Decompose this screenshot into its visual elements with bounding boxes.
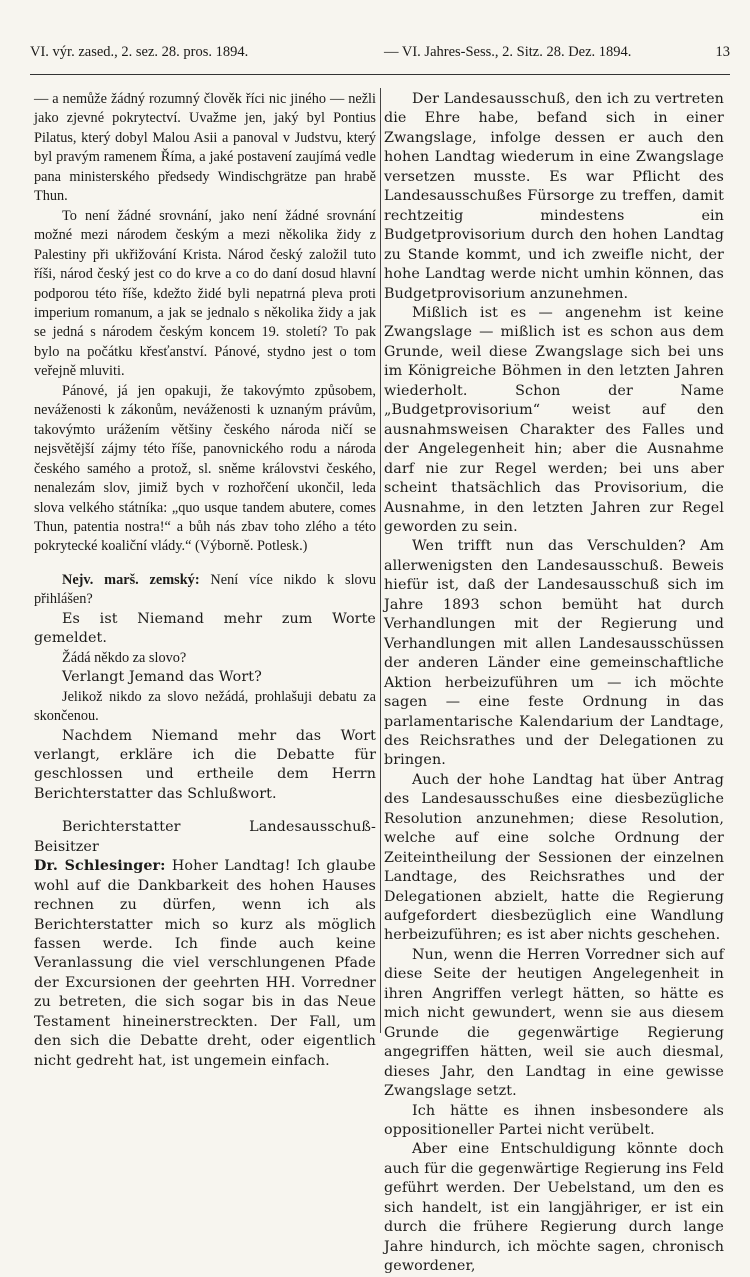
speaker-name: Nejv. marš. zemský: [62, 571, 200, 588]
paragraph: Der Landesausschuß, den ich zu vertreten die Ehre habe, befand sich in einer Zwangslage, infolge dessen er auch den hohen Landtag wiederum in eine Zwangslage versetzen musste. Es war Pflicht des Landesausschußes Fürsorge zu treffen, damit rechtzeitig mindestens ein Budgetprovisorium durch den hohen Landtag zu Stande kommt, und ich zweifle nicht, der hohe Landtag werde nicht umhin können, das Budgetprovisorium anzunehmen. [384, 91, 724, 302]
header-german [384, 44, 631, 61]
header-rule [30, 74, 730, 75]
speaker-name: Dr. Schlesinger: [34, 858, 166, 875]
paragraph [34, 857, 376, 1071]
header-czech: VI. výr. zased., 2. sez. 28. pros. 1894. [30, 44, 249, 60]
paragraph: Es ist Niemand mehr zum Worte gemeldet. [34, 610, 376, 647]
paragraph: Nachdem Niemand mehr das Wort verlangt, erkläre ich die Debatte für geschlossen und ertheile dem Herrn Berichterstatter das Schlußwort. [34, 727, 376, 802]
paragraph: To není žádné srovnání, jako není žádné srovnání možné mezi národem českým a mezi několika židy z Palestiny při ukřižování Krista. Národ český založil tuto říši, národ český jest co do krve a co do daní dosud hlavní podporou této říše, kdežto židé byli nepatrná pleva proti imperium romanum, a jak se jednalo s několika židy a jak se jedná s národem českým koncem 19. století? To pak bylo na počátku křesťanství. Pánové, stydno jest o tom veřejně mluviti. [34, 207, 376, 380]
paragraph: Berichterstatter Landesausschuß-Beisitzer [34, 819, 376, 855]
column-divider [380, 88, 381, 1033]
page-number: 13 [715, 44, 730, 60]
paragraph [34, 571, 376, 610]
paragraph: Mißlich ist es — angenehm ist keine Zwangslage — mißlich ist es schon aus dem Grunde, weil diese Zwangslage sich bei uns im Königreiche Böhmen in den letzten Jahren wiederholt. Schon der Name „Budgetprovisorium“ weist auf den ausnahmsweisen Charakter des Falles und der Angelegenheit hin; aber die Ausnahme darf nie zur Regel werden; bei uns aber scheint thatsächlich das Provisorium, die Ausnahme, in den letzten Jahren zur Regel geworden zu sein. [384, 304, 724, 535]
paragraph: Ich hätte es ihnen insbesondere als oppositioneller Partei nicht verübelt. [384, 1102, 724, 1139]
paragraph: Pánové, já jen opakuji, že takovýmto způsobem, neváženosti k zákonům, neváženosti k uznaným právům, takovýmto urážením většiny českého národa ničí se nejsvětější zájmy této říše, panovnického rodu a národa českého samého a protož, sl. sněme královstvi českého, nenalezám slov, jimiž bych v rozhořčení ukončil, leda slova velkého státníka: „quo usque tandem abutere, comes Thun, patentia nostra!“ a bůh nás zbav toho zlého a této pokrytecké koaliční vlády.“ (Výborně. Potlesk.) [34, 382, 376, 555]
header-german-text: VI. Jahres-Sess., 2. Sitz. 28. Dez. 1894. [401, 44, 632, 60]
german-column [384, 90, 724, 1277]
paragraph: Aber eine Entschuldigung könnte doch auch für die gegenwärtige Regierung ins Feld geführt werden. Der Uebelstand, um den es sich handelt, ist ein langjähriger, er ist ein durch die frühere Regierung durch lange Jahre hindurch, ich möchte sagen, chronisch gewordener, [384, 1141, 724, 1275]
paragraph: Wen trifft nun das Verschulden? Am allerwenigsten den Landesausschuß. Beweis hiefür ist, daß der Landesausschuß sich im Jahre 1893 schon bemüht hat durch Verhandlungen mit der Regierung und Verhandlungen mit allen Landesausschüssen der anderen Länder eine gemeinschaftliche Aktion herbeizuführen um — ich möchte sagen — eine feste Ordnung in das parlamentarische Kalendarium der Landtage, des Reichsrathes und der Delegationen zu bringen. [384, 538, 724, 769]
paragraph: Auch der hohe Landtag hat über Antrag des Landesausschußes eine diesbezügliche Resolution anzunehmen; diese Resolution, welche auf eine solche Ordnung der Zeiteintheilung der Sessionen der einzelnen Landtage, des Reichsrathes und der Delegationen abzielt, hatte die Regierung aufgefordert diesbezüglich eine Wandlung herbeizuführen; es ist aber nichts geschehen. [384, 771, 724, 944]
paragraph: Žádá někdo za slovo? [62, 649, 187, 666]
paragraph: Nun, wenn die Herren Vorredner sich auf diese Seite der heutigen Angelegenheit in ihren Angriffen verlegt hätten, so hätte es mich nicht gewundert, wenn sie aus diesem Grunde die gegenwärtige Regierung angegriffen hätten, weil sie auch diesmal, dieses Jahr, den Landtag in eine gewisse Zwangslage setzt. [384, 946, 724, 1100]
header-divider: — [384, 44, 399, 60]
paragraph: — a nemůže žádný rozumný člověk říci nic jiného — nežli jako zjevné pokrytectví. Uvažme jen, jaký byl Pontius Pilatus, který dobyl Malou Asii a panoval v Judstvu, který byl pravým ramenem Říma, a jaké postavení zaujímá vedle pana ministerského předsedy Windischgrätze pan hrabě Thun. [34, 91, 376, 205]
paragraph: Verlangt Jemand das Wort? [62, 669, 262, 686]
speech-text: Není více nikdo k slovu přihlášen? [34, 571, 376, 608]
czech-column [34, 90, 376, 1071]
paragraph: Jelikož nikdo za slovo nežádá, prohlašuji debatu za skončenou. [34, 688, 376, 725]
speech-text: Hoher Landtag! Ich glaube wohl auf die Dankbarkeit des hohen Hauses rechnen zu dürfen, wenn ich als Berichterstatter mich so kurz als möglich fassen werde. Ich finde auch keine Veranlassung die viel verschlungenen Pfade der Excursionen der geehrten HH. Vorredner zu betreten, die sich sogar bis in das Neue Testament hineinerstreckten. Der Fall, um den sich die Debatte dreht, oder eigentlich nicht gedreht hat, ist ungemein einfach. [34, 858, 376, 1069]
running-header [30, 44, 730, 66]
